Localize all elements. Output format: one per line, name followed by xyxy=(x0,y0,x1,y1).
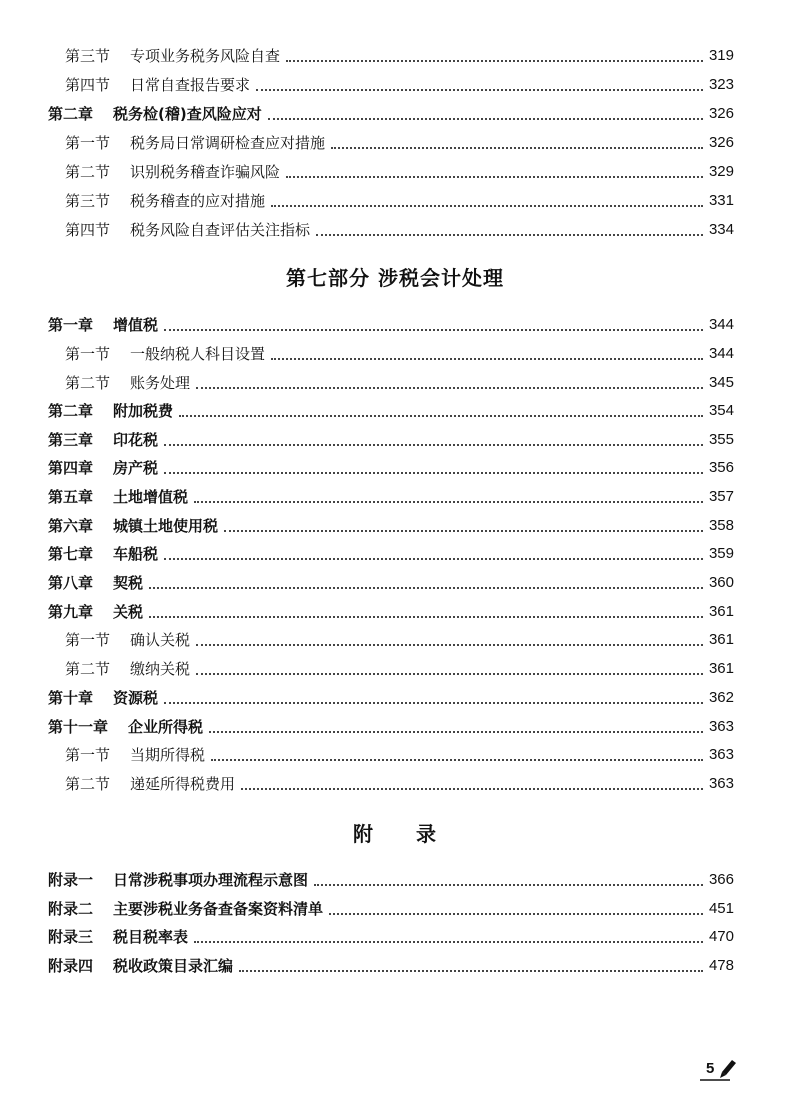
dot-leader xyxy=(224,528,703,532)
dot-leader xyxy=(164,470,703,474)
toc-entry[interactable] xyxy=(0,514,790,538)
toc-entry-label: 第一节 xyxy=(65,345,111,363)
toc-entry[interactable] xyxy=(0,772,790,796)
toc-entry-title: 税目税率表 xyxy=(113,928,189,946)
toc-entry-title: 日常自查报告要求 xyxy=(130,76,251,94)
toc-entry-label: 第七章 xyxy=(48,545,94,563)
toc-entry[interactable] xyxy=(0,897,790,921)
dot-leader xyxy=(179,413,703,417)
toc-entry-label: 第八章 xyxy=(48,574,94,592)
toc-entry[interactable] xyxy=(0,218,790,242)
toc-entry-title: 税务局日常调研检查应对措施 xyxy=(130,134,326,152)
toc-entry-label: 第六章 xyxy=(48,517,94,535)
toc-entry-label: 第一节 xyxy=(65,134,111,152)
toc-entry-title: 印花税 xyxy=(113,431,159,449)
toc-entry-title: 递延所得税费用 xyxy=(130,775,236,793)
toc-entry-title: 税收政策目录汇编 xyxy=(113,957,234,975)
toc-entry-label: 第五章 xyxy=(48,488,94,506)
toc-entry-page: 361 xyxy=(708,631,734,648)
toc-entry-page: 451 xyxy=(708,900,734,917)
toc-entry-page: 329 xyxy=(708,163,734,180)
toc-entry[interactable] xyxy=(0,399,790,423)
toc-entry[interactable] xyxy=(0,868,790,892)
appendix-heading: 附 录 xyxy=(353,822,437,846)
toc-entry[interactable] xyxy=(0,542,790,566)
toc-entry[interactable] xyxy=(0,657,790,681)
toc-entry-page: 357 xyxy=(708,488,734,505)
dot-leader xyxy=(316,232,703,236)
toc-entry-title: 关税 xyxy=(113,603,144,621)
dot-leader xyxy=(164,556,703,560)
toc-entry[interactable] xyxy=(0,160,790,184)
part-7-heading: 第七部分 涉税会计处理 xyxy=(286,266,504,290)
dot-leader xyxy=(256,87,703,91)
toc-entry-page: 344 xyxy=(708,345,734,362)
toc-entry-title: 税务稽查的应对措施 xyxy=(130,192,266,210)
toc-entry-title: 城镇土地使用税 xyxy=(113,517,219,535)
toc-entry-page: 361 xyxy=(708,660,734,677)
toc-entry-page: 363 xyxy=(708,718,734,735)
toc-entry[interactable] xyxy=(0,715,790,739)
toc-entry[interactable] xyxy=(0,73,790,97)
toc-entry[interactable] xyxy=(0,131,790,155)
dot-leader xyxy=(164,700,703,704)
dot-leader xyxy=(196,385,703,389)
toc-entry-label: 第四节 xyxy=(65,221,111,239)
toc-entry-title: 确认关税 xyxy=(130,631,191,649)
dot-leader xyxy=(286,58,703,62)
dot-leader xyxy=(314,882,703,886)
dot-leader xyxy=(286,174,703,178)
dot-leader xyxy=(271,203,703,207)
toc-entry-page: 323 xyxy=(708,76,734,93)
toc-entry-title: 主要涉税业务备查备案资料清单 xyxy=(113,900,324,918)
toc-entry-page: 470 xyxy=(708,928,734,945)
pencil-icon xyxy=(700,1058,738,1082)
toc-entry-title: 土地增值税 xyxy=(113,488,189,506)
dot-leader xyxy=(241,786,703,790)
toc-entry-page: 366 xyxy=(708,871,734,888)
dot-leader xyxy=(331,145,703,149)
toc-entry-label: 第三节 xyxy=(65,47,111,65)
toc-entry[interactable] xyxy=(0,371,790,395)
toc-entry-label: 第二章 xyxy=(48,402,94,420)
toc-entry-label: 附录四 xyxy=(48,957,94,975)
toc-entry[interactable] xyxy=(0,686,790,710)
toc-entry-page: 360 xyxy=(708,574,734,591)
toc-entry-page: 354 xyxy=(708,402,734,419)
toc-entry-title: 资源税 xyxy=(113,689,159,707)
toc-entry-page: 362 xyxy=(708,689,734,706)
toc-entry-label: 第一节 xyxy=(65,631,111,649)
toc-entry-title: 房产税 xyxy=(113,459,159,477)
toc-entry-title: 一般纳税人科目设置 xyxy=(130,345,266,363)
dot-leader xyxy=(194,499,703,503)
toc-entry-label: 第四节 xyxy=(65,76,111,94)
toc-entry-label: 第一节 xyxy=(65,746,111,764)
toc-entry-title: 日常涉税事项办理流程示意图 xyxy=(113,871,309,889)
dot-leader xyxy=(164,327,703,331)
toc-entry-label: 第二章 xyxy=(48,105,94,123)
toc-entry-page: 358 xyxy=(708,517,734,534)
toc-entry-page: 363 xyxy=(708,775,734,792)
toc-entry-title: 契税 xyxy=(113,574,144,592)
toc-entry-page: 319 xyxy=(708,47,734,64)
toc-entry-title: 账务处理 xyxy=(130,374,191,392)
toc-entry-title: 税务风险自查评估关注指标 xyxy=(130,221,311,239)
dot-leader xyxy=(164,442,703,446)
toc-entry-title: 车船税 xyxy=(113,545,159,563)
toc-entry-page: 326 xyxy=(708,134,734,151)
toc-entry-label: 第九章 xyxy=(48,603,94,621)
toc-entry-label: 附录三 xyxy=(48,928,94,946)
toc-entry[interactable] xyxy=(0,342,790,366)
toc-entry-label: 第二节 xyxy=(65,163,111,181)
toc-entry-label: 附录二 xyxy=(48,900,94,918)
toc-entry-title: 识别税务稽查诈骗风险 xyxy=(130,163,281,181)
toc-entry-label: 第一章 xyxy=(48,316,94,334)
toc-entry[interactable] xyxy=(0,428,790,452)
dot-leader xyxy=(196,642,703,646)
dot-leader xyxy=(209,729,703,733)
toc-entry[interactable] xyxy=(0,313,790,337)
toc-entry-label: 第三节 xyxy=(65,192,111,210)
toc-entry[interactable] xyxy=(0,189,790,213)
toc-entry-page: 356 xyxy=(708,459,734,476)
page-number-badge xyxy=(700,1058,738,1082)
toc-entry[interactable] xyxy=(0,600,790,624)
toc-entry[interactable] xyxy=(0,954,790,978)
toc-entry-label: 第二节 xyxy=(65,374,111,392)
toc-entry-title: 增值税 xyxy=(113,316,159,334)
toc-entry[interactable] xyxy=(0,456,790,480)
toc-entry-page: 355 xyxy=(708,431,734,448)
page-number: 5 xyxy=(706,1060,715,1077)
toc-entry-page: 326 xyxy=(708,105,734,122)
toc-entry-page: 359 xyxy=(708,545,734,562)
toc-entry-label: 第二节 xyxy=(65,775,111,793)
toc-entry-label: 第四章 xyxy=(48,459,94,477)
toc-entry-label: 第三章 xyxy=(48,431,94,449)
toc-entry-label: 第二节 xyxy=(65,660,111,678)
dot-leader xyxy=(196,671,703,675)
toc-entry-title: 企业所得税 xyxy=(128,718,204,736)
toc-entry-page: 363 xyxy=(708,746,734,763)
toc-entry[interactable] xyxy=(0,571,790,595)
toc-entry-label: 第十章 xyxy=(48,689,94,707)
dot-leader xyxy=(211,757,703,761)
toc-entry-title: 当期所得税 xyxy=(130,746,206,764)
toc-entry-page: 361 xyxy=(708,603,734,620)
toc-entry-page: 344 xyxy=(708,316,734,333)
toc-entry-page: 345 xyxy=(708,374,734,391)
toc-entry-title: 税务检(稽)查风险应对 xyxy=(113,105,262,123)
toc-entry-label: 附录一 xyxy=(48,871,94,889)
toc-entry-title: 附加税费 xyxy=(113,402,174,420)
toc-entry-page: 478 xyxy=(708,957,734,974)
toc-entry-title: 专项业务税务风险自查 xyxy=(130,47,281,65)
toc-entry-page: 334 xyxy=(708,221,734,238)
toc-entry-page: 331 xyxy=(708,192,734,209)
toc-entry[interactable] xyxy=(0,102,790,126)
toc-entry[interactable] xyxy=(0,743,790,767)
dot-leader xyxy=(149,614,703,618)
dot-leader xyxy=(149,585,703,589)
dot-leader xyxy=(329,911,703,915)
toc-entry[interactable] xyxy=(0,925,790,949)
toc-entry-label: 第十一章 xyxy=(48,718,109,736)
dot-leader xyxy=(239,968,703,972)
toc-entry[interactable] xyxy=(0,485,790,509)
dot-leader xyxy=(271,356,703,360)
dot-leader xyxy=(194,939,703,943)
toc-entry-title: 缴纳关税 xyxy=(130,660,191,678)
dot-leader xyxy=(268,116,703,120)
toc-entry[interactable] xyxy=(0,44,790,68)
toc-entry[interactable] xyxy=(0,628,790,652)
